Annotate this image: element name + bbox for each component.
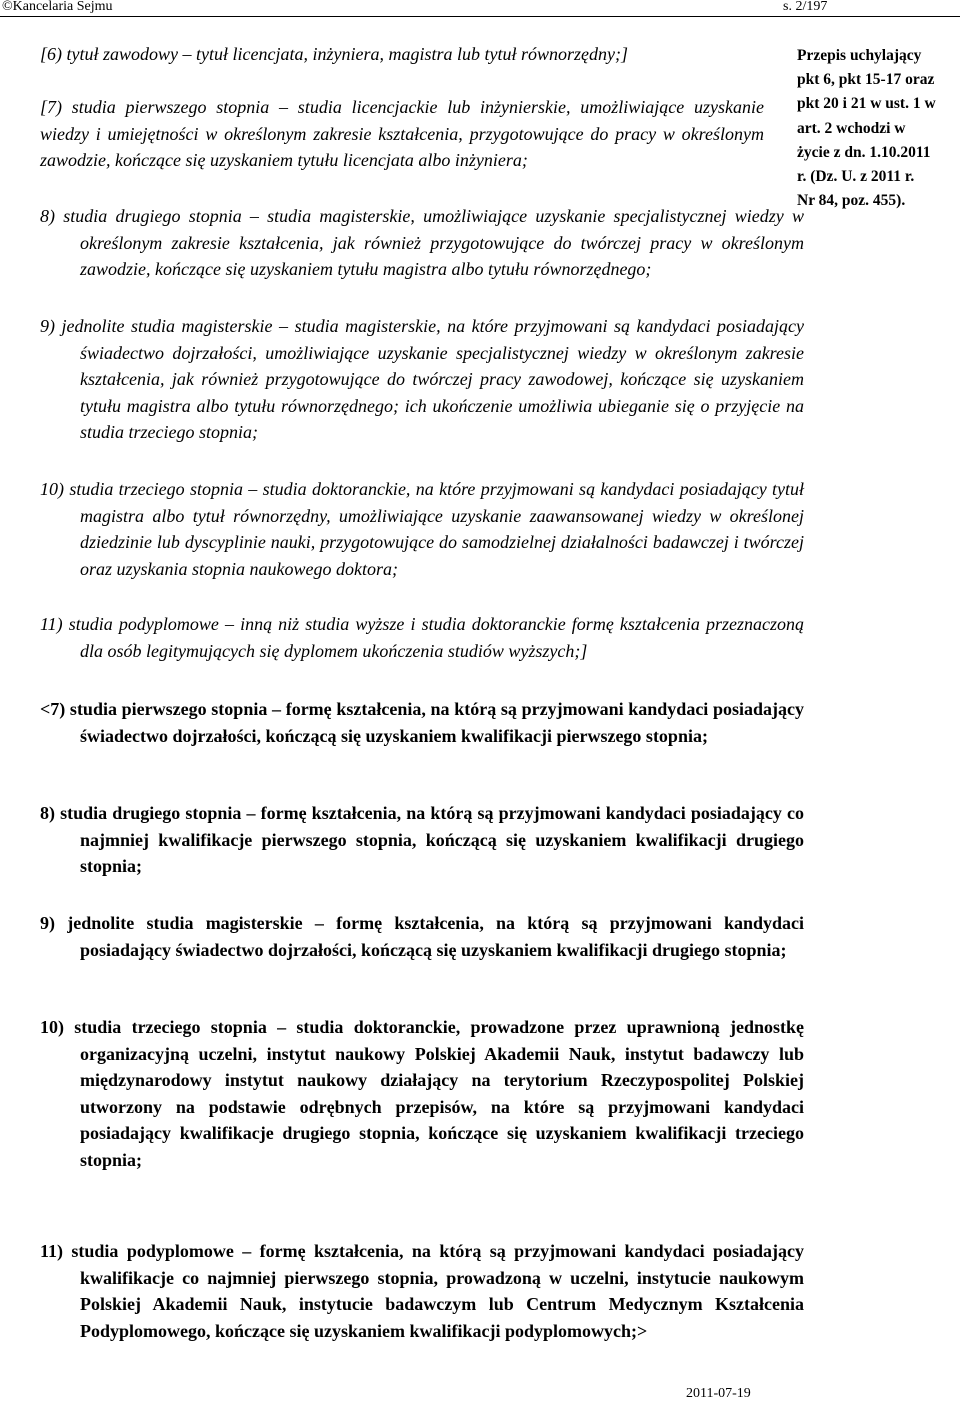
margin-note-line: pkt 6, pkt 15-17 oraz — [797, 71, 935, 89]
margin-note-line: r. (Dz. U. z 2011 r. — [797, 168, 915, 186]
old-item-7: [7) studia pierwszego stopnia – studia licencjackie lub inżynierskie, umożliwiające uzyskanie wiedzy i umiejętności w określonym zakresie kształcenia, przygotowujące do pracy w określonym zawodzie, kończące się uzyskaniem tytułu licencjata albo inżyniera; — [40, 97, 764, 170]
footer-date: 2011-07-19 — [686, 1386, 751, 1401]
new-item-9: 9) jednolite studia magisterskie – formę kształcenia, na którą są przyjmowani kandydaci posiadający świadectwo dojrzałości, kończącą się uzyskaniem kwalifikacji drugiego stopnia; — [40, 913, 804, 960]
old-item-10: 10) studia trzeciego stopnia – studia doktoranckie, na które przyjmowani są kandydaci posiadający tytuł magistra albo tytuł równorzędny, umożliwiające uzyskanie zaawansowanej wiedzy w określonej dziedzinie lub dyscyplinie nauki, przygotowujące do samodzielnej działalności badawczej i twórczej oraz uzyskania stopnia naukowego doktora; — [40, 479, 804, 579]
old-item-8: 8) studia drugiego stopnia – studia magisterskie, umożliwiające uzyskanie specjalistycznej wiedzy w określonym zakresie kształcenia, jak również przygotowujące do twórczej pracy w określonym zawodzie, kończące się uzyskaniem tytułu magistra albo tytułu równorzędnego; — [40, 206, 804, 279]
new-item-8: 8) studia drugiego stopnia – formę kształcenia, na którą są przyjmowani kandydaci posiadający co najmniej kwalifikacje pierwszego stopnia, kończącą się uzyskaniem kwalifikacji drugiego stopnia; — [40, 803, 804, 876]
header-page-number: s. 2/197 — [783, 0, 828, 14]
new-item-7: <7) studia pierwszego stopnia – formę kształcenia, na którą są przyjmowani kandydaci posiadający świadectwo dojrzałości, kończącą się uzyskaniem kwalifikacji pierwszego stopnia; — [40, 699, 804, 746]
old-item-6: [6) tytuł zawodowy – tytuł licencjata, inżyniera, magistra lub tytuł równorzędny;] — [40, 44, 628, 64]
new-item-11: 11) studia podyplomowe – formę kształcenia, na którą są przyjmowani kandydaci posiadający kwalifikacje co najmniej pierwszego stopnia, prowadzoną w uczelni, instytucie naukowym Polskiej Akademii Nauk, instytucie badawczym lub Centrum Medycznym Kształcenia Podyplomowego, kończące się uzyskaniem kwalifikacji podyplomowych;> — [40, 1241, 804, 1341]
margin-note-line: Nr 84, poz. 455). — [797, 192, 906, 210]
header-source: ©Kancelaria Sejmu — [2, 0, 113, 14]
margin-note-line: art. 2 wchodzi w — [797, 119, 906, 137]
old-item-9: 9) jednolite studia magisterskie – studia magisterskie, na które przyjmowani są kandydaci posiadający świadectwo dojrzałości, umożliwiające uzyskanie specjalistycznej wiedzy w określonym zakresie kształcenia, jak również przygotowujące do twórczej pracy zawodowej, kończące się uzyskaniem tytułu magistra albo tytułu równorzędnego; ich ukończenie umożliwia ubieganie się o przyjęcie na studia trzeciego stopnia; — [40, 316, 804, 442]
old-item-11: 11) studia podyplomowe – inną niż studia wyższe i studia doktoranckie formę kształcenia przeznaczoną dla osób legitymujących się dyplomem ukończenia studiów wyższych;] — [40, 614, 804, 661]
margin-note — [797, 44, 960, 213]
margin-note-line: życie z dn. 1.10.2011 — [797, 143, 931, 161]
margin-note-line: pkt 20 i 21 w ust. 1 w — [797, 95, 936, 113]
page-header — [0, 0, 960, 17]
new-item-10: 10) studia trzeciego stopnia – studia doktoranckie, prowadzone przez uprawnioną jednostkę organizacyjną uczelni, instytut naukowy Polskiej Akademii Nauk, instytut badawczy lub międzynarodowy instytut naukowy działający na terytorium Rzeczypospolitej Polskiej utworzony na podstawie odrębnych przepisów, na które są przyjmowani kandydaci posiadający kwalifikacje drugiego stopnia, kończące się uzyskaniem kwalifikacji trzeciego stopnia; — [40, 1017, 804, 1170]
margin-note-line: Przepis uchylający — [797, 47, 922, 64]
